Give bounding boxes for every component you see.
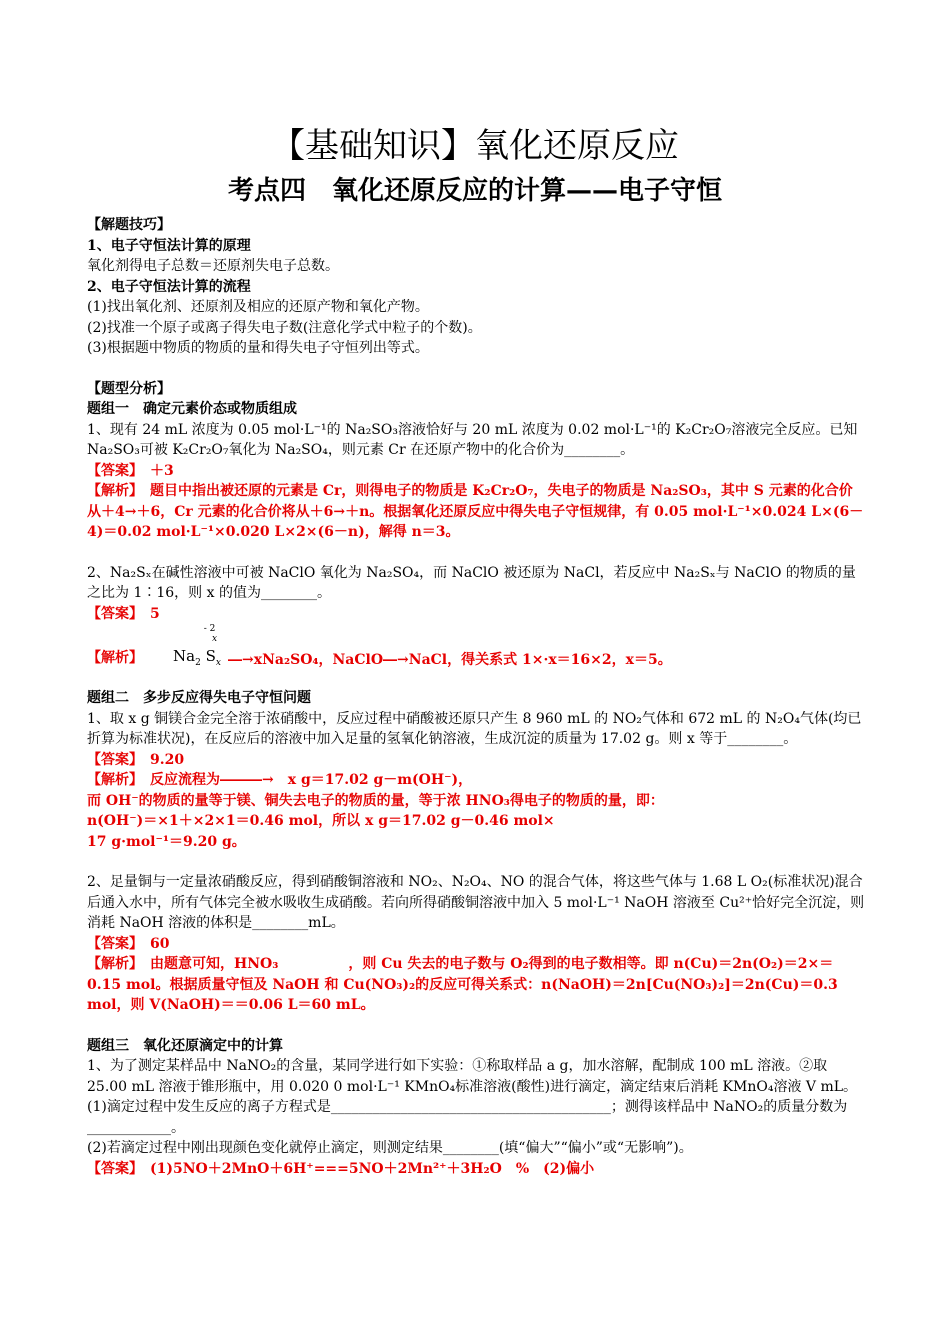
group2-explanation1-line3: n(OH⁻)＝×1＋×2×1＝0.46 mol，所以 x g＝17.02 g－0.46 mol×: [87, 813, 555, 829]
tips-step-2: (2)找准一个原子或离子得失电子数(注意化学式中粒子的个数)。: [87, 319, 482, 336]
group1-answer2: 【答案】 5: [87, 605, 160, 622]
document-subtitle: 考点四 氧化还原反应的计算——电子守恒: [227, 176, 722, 206]
spacer: [87, 359, 865, 379]
group2-answer1: 【答案】 9.20: [87, 751, 185, 768]
formula-oxidation-state: - 2 x: [203, 624, 218, 644]
explanation2-text: ―→xNa₂SO₄，NaClO―→NaCl，得关系式 1×·x＝16×2，x＝5。: [228, 652, 672, 668]
group1-answer1: 【答案】 ＋3: [87, 462, 174, 479]
group2-question2: 2、足量铜与一定量浓硝酸反应，得到硝酸铜溶液和 NO₂、N₂O₄、NO 的混合气体，将这些气体与 1.68 L O₂(标准状况)混合后通入水中，所有气体完全被水吸收生成硝酸。若向所得硝酸铜溶液中加入 5 mol·L⁻¹ NaOH 溶液至 Cu²⁺恰好完全沉淀，则消耗 NaOH 溶液的体积是________mL。: [87, 874, 865, 931]
group1-question2: 2、Na₂Sₓ在碱性溶液中可被 NaClO 氧化为 Na₂SO₄，而 NaClO 被还原为 NaCl，若反应中 Na₂Sₓ与 NaClO 的物质的量之比为 1∶16，则 x 的值为________。: [87, 564, 856, 601]
formula-s: S: [205, 647, 216, 665]
formula-na2sx: [173, 646, 221, 674]
tips-step-1: (1)找出氧化剂、还原剂及相应的还原产物和氧化产物。: [87, 299, 429, 315]
analysis-heading: 【题型分析】: [87, 380, 171, 397]
group2-explanation1-line1: 【解析】 反应流程为―――→ x g＝17.02 g－m(OH⁻)，: [87, 772, 473, 788]
group2-explanation1-line2: 而 OH⁻的物质的量等于镁、铜失去电子的物质的量，等于浓 HNO₃得电子的物质的量，即：: [87, 792, 664, 809]
formula-subscript-x: x: [215, 658, 221, 668]
spacer: [87, 1016, 865, 1036]
group2-answer2: 【答案】 60: [87, 935, 170, 952]
tips-heading: 【解题技巧】: [87, 217, 171, 233]
formula-subscript-2: 2: [195, 658, 201, 668]
oxidation-denominator: x: [212, 634, 218, 644]
oxidation-numerator: 2: [209, 624, 216, 634]
spacer: [87, 852, 865, 872]
tips-section1-title: 1、电子守恒法计算的原理: [87, 237, 251, 254]
group3-question1-part2: (2)若滴定过程中刚出现颜色变化就停止滴定，则测定结果________(填“偏大”“偏小”或“无影响”)。: [87, 1140, 693, 1156]
tips-section2-title: 2、电子守恒法计算的流程: [87, 278, 251, 295]
tips-step-3: (3)根据题中物质的物质的量和得失电子守恒列出等式。: [87, 340, 429, 356]
document-title: 【基础知识】氧化还原反应: [271, 126, 679, 166]
group2-explanation2: 【解析】 由题意可知，HNO₃ ，则 Cu 失去的电子数与 O₂得到的电子数相等。即 n(Cu)＝2n(O₂)＝2×＝0.15 mol。根据质量守恒及 NaOH 和 Cu(NO₃)₂的反应可得关系式：n(NaOH)＝2n[Cu(NO₃)₂]＝2n(Cu)＝0.3 mol，则 V(NaOH)＝＝0.06 L＝60 mL。: [87, 956, 838, 1013]
group2-title: 题组二 多步反应得失电子守恒问题: [87, 690, 311, 706]
group1-explanation2: [87, 624, 865, 672]
group1-title: 题组一 确定元素价态或物质组成: [87, 401, 297, 417]
group3-question1: 1、为了测定某样品中 NaNO₂的含量，某同学进行如下实验：①称取样品 a g，加水溶解，配制成 100 mL 溶液。②取 25.00 mL 溶液于锥形瓶中，用 0.020 0 mol·L⁻¹ KMnO₄标准溶液(酸性)进行滴定，滴定结束后消耗 KMnO₄溶液 V mL。: [87, 1058, 858, 1095]
document-body: [87, 215, 865, 1179]
group3-question1-part1: (1)滴定过程中发生反应的离子方程式是________________________________________；测得该样品中 NaNO₂的质量分数为____________。: [87, 1099, 848, 1136]
formula-na: Na: [173, 647, 196, 665]
explanation-label: 【解析】: [87, 650, 143, 666]
group2-explanation1-line4: 17 g·mol⁻¹＝9.20 g。: [87, 833, 246, 850]
group3-answer1: 【答案】 (1)5NO＋2MnO＋6H⁺===5NO＋2Mn²⁺＋3H₂O % (2)偏小: [87, 1160, 595, 1177]
spacer: [87, 543, 865, 563]
group1-question1: 1、现有 24 mL 浓度为 0.05 mol·L⁻¹的 Na₂SO₃溶液恰好与 20 mL 浓度为 0.02 mol·L⁻¹的 K₂Cr₂O₇溶液完全反应。已知 Na₂SO₃可被 K₂Cr₂O₇氧化为 Na₂SO₄，则元素 Cr 在还原产物中的化合价为________。: [87, 421, 858, 458]
tips-section1-text: 氧化剂得电子总数＝还原剂失电子总数。: [87, 258, 339, 274]
group1-explanation1: 【解析】 题目中指出被还原的元素是 Cr，则得电子的物质是 K₂Cr₂O₇，失电子的物质是 Na₂SO₃，其中 S 元素的化合价从＋4→＋6，Cr 元素的化合价将从＋6→＋n。根据氧化还原反应中得失电子守恒规律，有 0.05 mol·L⁻¹×0.024 L×(6－4)＝0.02 mol·L⁻¹×0.020 L×2×(6－n)，解得 n＝3。: [87, 483, 864, 540]
group2-question1: 1、取 x g 铜镁合金完全溶于浓硝酸中，反应过程中硝酸被还原只产生 8 960 mL 的 NO₂气体和 672 mL 的 N₂O₄气体(均已折算为标准状况)，在反应后的溶液中加入足量的氢氧化钠溶液，生成沉淀的质量为 17.02 g。则 x 等于________。: [87, 710, 862, 747]
spacer: [87, 672, 865, 688]
group3-title: 题组三 氧化还原滴定中的计算: [87, 1037, 283, 1054]
